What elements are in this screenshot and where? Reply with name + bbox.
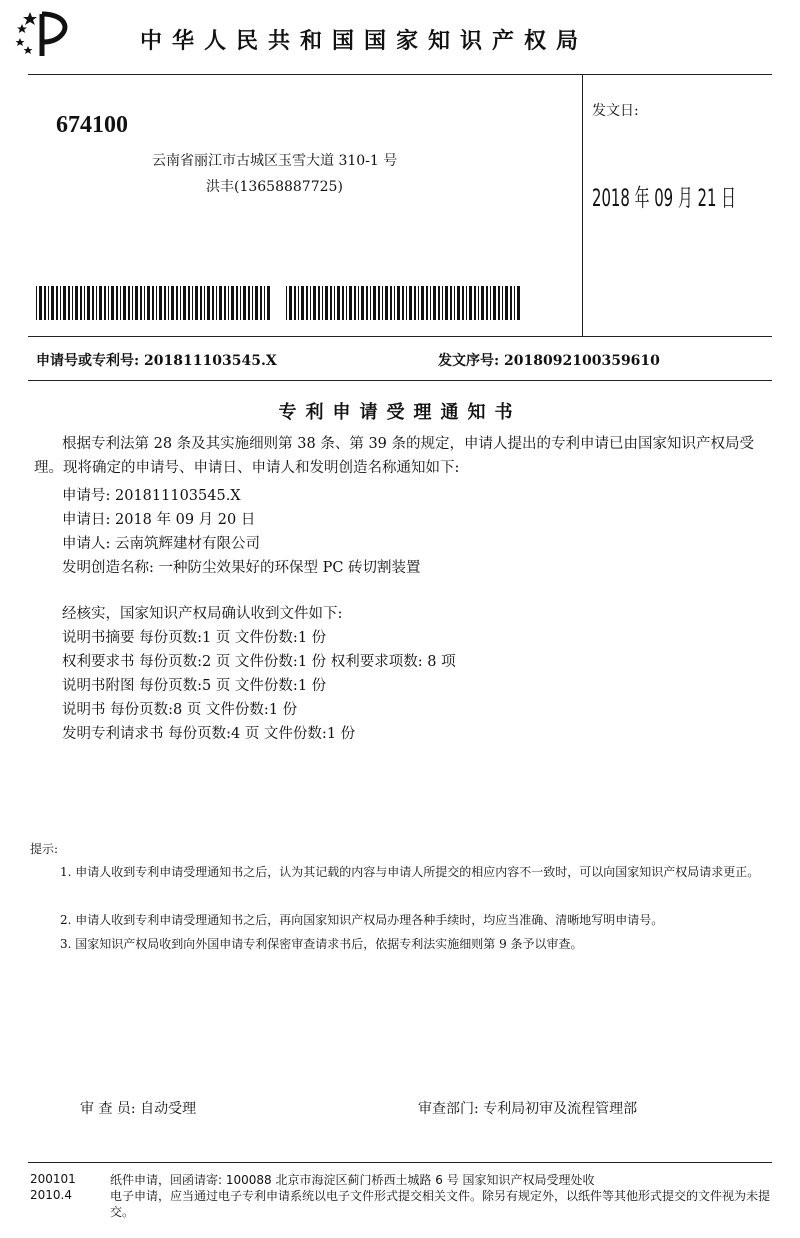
barcode-bar [56,286,58,320]
field-application-number: 申请号: 201811103545.X [62,488,241,504]
barcode-bar [252,286,253,320]
barcode-bar [390,286,392,320]
barcode-bar [171,286,174,320]
notice-intro: 根据专利法第 28 条及其实施细则第 38 条、第 39 条的规定，申请人提出的专利申请已由国家知识产权局受理。现将确定的申请号、申请日、申请人和发明创造名称通知如下: [34,436,755,476]
tip-item: 3. 国家知识产权局收到向外国申请专利保密审查请求书后，依据专利法实施细则第 9 条予以审查。 [60,937,583,951]
barcode-bar [454,286,455,320]
barcode-bar [318,286,320,320]
barcode-bar [490,286,491,320]
barcode-bar [358,286,359,320]
barcode-bar [385,286,388,320]
barcode-bar [192,286,193,320]
barcode-bar [63,286,66,320]
barcode-left [36,286,272,320]
document-item: 说明书附图 每份页数:5 页 文件份数:1 份 [62,678,327,694]
barcode-bar [478,286,479,320]
barcode-bar [264,286,265,320]
barcode-bar [421,286,424,320]
barcode-bar [123,286,126,320]
barcode-bar [517,286,520,320]
barcode-bar [433,286,436,320]
serial-number-label: 发文序号: [438,353,500,369]
barcode-bar [44,286,46,320]
form-version: 2010.4 [30,1188,72,1202]
barcode-bar [108,286,109,320]
barcode-bar [337,286,340,320]
barcode-bar [370,286,371,320]
footer-divider [28,1162,772,1163]
barcode-bar [349,286,352,320]
barcode-bar [361,286,364,320]
mailing-address: 云南省丽江市古城区玉雪大道 310-1 号 [152,153,398,169]
barcode-bar [39,286,42,320]
application-number-ref [36,350,277,370]
barcode-bar [75,286,78,320]
footer-electronic-filing: 电子申请，应当通过电子专利申请系统以电子文件形式提交相关文件。除另有规定外，以纸件等其他形式提交的文件视为未提交。 [110,1189,771,1219]
header-divider [28,74,772,75]
barcode-bar [402,286,404,320]
document-item: 说明书 每份页数:8 页 文件份数:1 份 [62,702,298,718]
barcode-bar [164,286,166,320]
barcode-bar [301,286,304,320]
barcode-bar [409,286,412,320]
barcode-bar [289,286,292,320]
footer-paper-filing: 纸件申请，回函请寄: 100088 北京市海淀区蓟门桥西土城路 6 号 国家知识产权局受理处收 [110,1173,595,1187]
application-number-value: 201811103545.X [144,353,277,369]
barcode-bar [466,286,467,320]
barcode-bar [502,286,503,320]
barcode-bar [426,286,428,320]
refs-top-divider [28,336,772,337]
barcode-bar [236,286,238,320]
barcode-bar [99,286,102,320]
barcode-bar [240,286,241,320]
barcode-bar [195,286,198,320]
barcode-bar [267,286,270,320]
barcode-bar [111,286,114,320]
barcode-right [286,286,522,320]
barcode-bar [334,286,335,320]
barcode-bar [310,286,311,320]
barcode-bar [430,286,431,320]
barcode-bar [80,286,82,320]
barcode-bar [498,286,500,320]
field-applicant: 申请人: 云南筑辉建材有限公司 [62,536,260,552]
barcode-bar [207,286,210,320]
office-name: 中华人民共和国国家知识产权局 [140,29,589,54]
barcode-bar [469,286,472,320]
barcode-bar [330,286,332,320]
barcode-bar [394,286,395,320]
barcode-bar [313,286,316,320]
barcode-bar [92,286,94,320]
document-item: 权利要求书 每份页数:2 页 文件份数:1 份 权利要求项数: 8 项 [62,654,456,670]
barcode-bar [366,286,368,320]
barcode-bar [486,286,488,320]
barcode-bar [438,286,440,320]
barcode-bar [87,286,90,320]
barcode-bar [72,286,73,320]
document-item: 说明书摘要 每份页数:1 页 文件份数:1 份 [62,630,327,646]
date-column-divider [582,74,583,336]
barcode-bar [450,286,452,320]
field-invention-title: 发明创造名称: 一种防尘效果好的环保型 PC 砖切割装置 [62,560,421,576]
barcode-bar [406,286,407,320]
barcode-bar [116,286,118,320]
barcode-bar [60,286,61,320]
barcode-bar [248,286,250,320]
barcode-bar [445,286,448,320]
barcode-bar [135,286,138,320]
barcode-bar [231,286,234,320]
barcode-bar [152,286,154,320]
document-item: 发明专利请求书 每份页数:4 页 文件份数:1 份 [62,726,356,742]
barcode-bar [373,286,376,320]
barcode-bar [168,286,169,320]
field-filing-date: 申请日: 2018 年 09 月 20 日 [62,512,256,528]
barcode-bar [224,286,226,320]
barcode-bar [156,286,157,320]
barcode-bar [176,286,178,320]
barcode-bar [505,286,508,320]
barcode-bar [414,286,416,320]
barcode-bar [96,286,97,320]
barcode-bar [474,286,476,320]
form-code: 200101 [30,1172,76,1186]
barcode-bar [128,286,130,320]
barcode-bar [51,286,54,320]
barcode-bar [120,286,121,320]
barcode-bar [36,286,37,320]
barcode-bar [48,286,49,320]
barcode-bar [147,286,150,320]
barcode-bar [144,286,145,320]
barcode-bar [84,286,85,320]
tips-title: 提示: [30,842,59,856]
barcode-bar [243,286,246,320]
barcode-bar [200,286,202,320]
serial-number-ref [438,350,660,370]
barcode-bar [294,286,296,320]
tip-item: 1. 申请人收到专利申请受理通知书之后，认为其记载的内容与申请人所提交的相应内容不一致时，可以向国家知识产权局请求更正。 [60,865,760,879]
barcode-bar [510,286,512,320]
barcode-bar [68,286,70,320]
barcode-bar [298,286,299,320]
barcode-bar [382,286,383,320]
barcode-bar [378,286,380,320]
notice-title: 专利申请受理通知书 [278,402,522,423]
barcode-bar [183,286,186,320]
serial-number-value: 2018092100359610 [504,353,660,369]
postcode: 674100 [56,112,128,138]
barcode-bar [462,286,464,320]
barcode-bar [286,286,287,320]
barcode-bar [322,286,323,320]
barcode-bar [219,286,222,320]
barcode-bar [104,286,106,320]
barcode-bar [228,286,229,320]
barcode-bar [325,286,328,320]
recipient: 洪丰(13658887725) [206,179,343,195]
barcode-bar [342,286,344,320]
examiner: 审 查 员: 自动受理 [80,1101,197,1117]
issue-date: 2018 年 09 月 21 日 [592,184,737,212]
verified-intro: 经核实，国家知识产权局确认收到文件如下: [62,606,343,622]
barcode-bar [212,286,214,320]
barcode-bar [481,286,484,320]
barcode-bar [306,286,308,320]
barcode-bar [418,286,419,320]
barcode-bar [346,286,347,320]
barcode-bar [442,286,443,320]
barcode-bar [514,286,515,320]
cnipa-logo [12,8,76,60]
barcode-bar [354,286,356,320]
barcode-bar [255,286,258,320]
barcode-bar [260,286,262,320]
barcode-bar [216,286,217,320]
barcode-bar [188,286,190,320]
barcode-bar [204,286,205,320]
barcode-bar [140,286,142,320]
barcode-bar [397,286,400,320]
barcode-bar [132,286,133,320]
tip-item: 2. 申请人收到专利申请受理通知书之后，再向国家知识产权局办理各种手续时，均应当准确、清晰地写明申请号。 [60,913,664,927]
refs-bottom-divider [28,380,772,381]
issue-date-label: 发文日: [592,103,639,119]
barcode-bar [180,286,181,320]
application-number-label: 申请号或专利号: [36,353,140,369]
barcode-bar [159,286,162,320]
examining-department: 审查部门: 专利局初审及流程管理部 [418,1101,638,1117]
barcode-bar [457,286,460,320]
barcode-bar [493,286,496,320]
